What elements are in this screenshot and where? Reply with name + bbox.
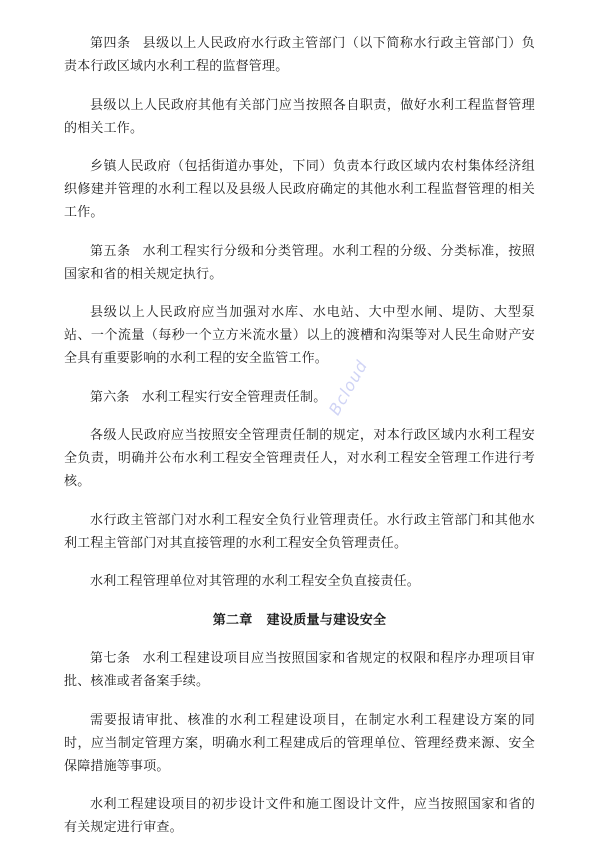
chapter-number: 第二章 (212, 612, 253, 628)
article-number: 第四条 (90, 36, 131, 51)
article-number: 第五条 (90, 243, 131, 259)
paragraph-text: 县级以上人民政府应当加强对水库、水电站、大中型水闸、堤防、大型泵站、一个流量（每秒一个立方米流水量）以上的渡槽和沟渠等对人民生命财产安全具有重要影响的水利工程的安全监管工作。 (64, 305, 535, 366)
paragraph-text: 各级人民政府应当按照安全管理责任制的规定，对本行政区域内水利工程安全负责，明确并公布水利工程安全管理责任人，对水利工程安全管理工作进行考核。 (64, 428, 535, 489)
paragraph (64, 424, 535, 493)
paragraph-text: 乡镇人民政府（包括街道办事处，下同）负责本行政区域内农村集体经济组织修建并管理的水利工程以及县级人民政府确定的其他水利工程监督管理的相关工作。 (64, 159, 535, 220)
chapter-heading (64, 609, 535, 632)
paragraph (64, 570, 535, 593)
paragraph (64, 301, 535, 370)
article-number: 第六条 (90, 389, 130, 405)
paragraph-text: 水利工程建设项目应当按照国家和省规定的权限和程序办理项目审批、核准或者备案手续。 (64, 651, 535, 689)
paragraph-text: 水利工程实行安全管理责任制。 (141, 389, 327, 405)
document-body (64, 32, 535, 593)
paragraph-text: 水利工程实行分级和分类管理。水利工程的分级、分类标准，按照国家和省的相关规定执行。 (64, 243, 535, 282)
paragraph-text: 水利工程建设项目的初步设计文件和施工图设计文件，应当按照国家和省的有关规定进行审查。 (64, 797, 535, 835)
paragraph-text: 县级以上人民政府水行政主管部门（以下简称水行政主管部门）负责本行政区域内水利工程的监督管理。 (64, 36, 535, 74)
chapter-title: 建设质量与建设安全 (266, 612, 387, 628)
paragraph (64, 240, 535, 286)
paragraph (64, 709, 535, 778)
paragraph (64, 155, 535, 224)
paragraph-text: 水行政主管部门对水利工程安全负行业管理责任。水行政主管部门和其他水利工程主管部门对其直接管理的水利工程安全负管理责任。 (64, 512, 535, 551)
paragraph (64, 94, 535, 140)
article-number: 第七条 (90, 651, 131, 666)
document-body-continued (64, 647, 535, 839)
paragraph (64, 32, 535, 78)
paragraph (64, 509, 535, 555)
paragraph (64, 793, 535, 839)
paragraph-text: 需要报请审批、核准的水利工程建设项目，在制定水利工程建设方案的同时，应当制定管理方案，明确水利工程建成后的管理单位、管理经费来源、安全保障措施等事项。 (64, 712, 535, 774)
watermark: Bcloud (324, 356, 372, 419)
paragraph (64, 647, 535, 693)
paragraph-text: 水利工程管理单位对其管理的水利工程安全负直接责任。 (90, 574, 421, 589)
paragraph-text: 县级以上人民政府其他有关部门应当按照各自职责，做好水利工程监督管理的相关工作。 (64, 97, 535, 136)
paragraph (64, 386, 535, 409)
